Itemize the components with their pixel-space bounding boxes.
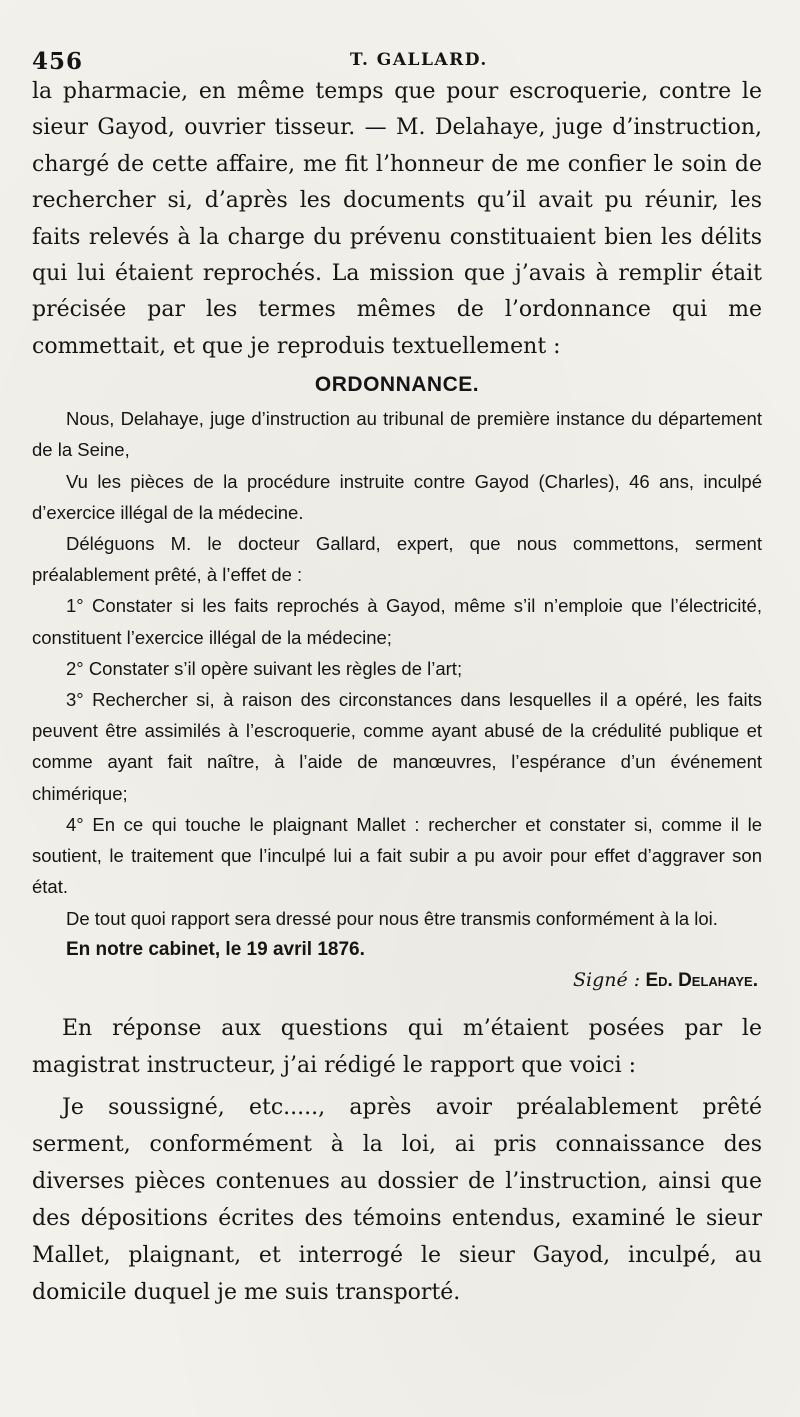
signature-name: Ed. Delahaye. [645,969,758,991]
ordinance-date: En notre cabinet, le 19 avril 1876. [66,938,365,960]
ordinance-paragraph: De tout quoi rapport sera dressé pour nous être transmis conformément à la loi. [66,907,718,929]
ordinance-paragraph: Déléguons M. le docteur Gallard, expert, que nous commettons, serment préalablement prêté, à l’effet de : [32,533,762,586]
closing-paragraph: En réponse aux questions qui m’étaient posées par le magistrat instructeur, j’ai rédigé le rapport que voici : [32,1016,762,1079]
ordinance-item-3: 3° Rechercher si, à raison des circonstances dans lesquelles il a opéré, les faits peuvent être assimilés à l’escroquerie, comme ayant abusé de la crédulité publique et comme ayant fait naître, à l’aide de manœuvres, l’espérance d’un événement chimérique; [32,689,762,804]
ordinance-item-2: 2° Constater s’il opère suivant les règles de l’art; [66,657,463,679]
ordinance-item-1: 1° Constater si les faits reprochés à Gayod, même s’il n’emploie que l’électricité, constituent l’exercice illégal de la médecine; [32,595,762,648]
page-header [32,40,762,74]
closing-text [32,1010,762,1311]
ordinance-paragraph: Nous, Delahaye, juge d’instruction au tribunal de première instance du département de la Seine, [32,408,762,461]
intro-paragraph: la pharmacie, en même temps que pour escroquerie, contre le sieur Gayod, ouvrier tisseur. — M. Delahaye, juge d’instruction, chargé de cette affaire, me fit l’honneur de me confier le soin de rechercher si, d’après les documents qu’il avait pu réunir, les faits relevés à la charge du prévenu constituaient bien les délits qui lui étaient reprochés. La mission que j’avais à remplir était précisée par les termes mêmes de l’ordonnance qui me commettait, et que je reproduis textuellement : [32,79,762,359]
ordinance-body [32,403,762,996]
closing-paragraph: Je soussigné, etc....., après avoir préalablement prêté serment, conformément à la loi, ai pris connaissance des diverses pièces contenues au dossier de l’instruction, ainsi que des dépositions écrites des témoins entendus, examiné le sieur Mallet, plaignant, et interrogé le sieur Gayod, inculpé, au domicile duquel je me suis transporté. [32,1095,762,1306]
running-head: T. GALLARD. [350,50,488,70]
ordinance-paragraph: Vu les pièces de la procédure instruite contre Gayod (Charles), 46 ans, inculpé d’exercice illégal de la médecine. [32,470,762,523]
page-number: 456 [32,48,84,75]
signature-label: Signé : [572,968,641,991]
ordinance-title: ORDONNANCE. [314,373,480,397]
ordinance-signature [32,965,762,996]
ordinance-item-4: 4° En ce qui touche le plaignant Mallet : rechercher et constater si, comme il le soutient, le traitement que l’inculpé lui a fait subir a pu avoir pour effet d’aggraver son état. [32,813,762,898]
intro-text [32,74,762,365]
